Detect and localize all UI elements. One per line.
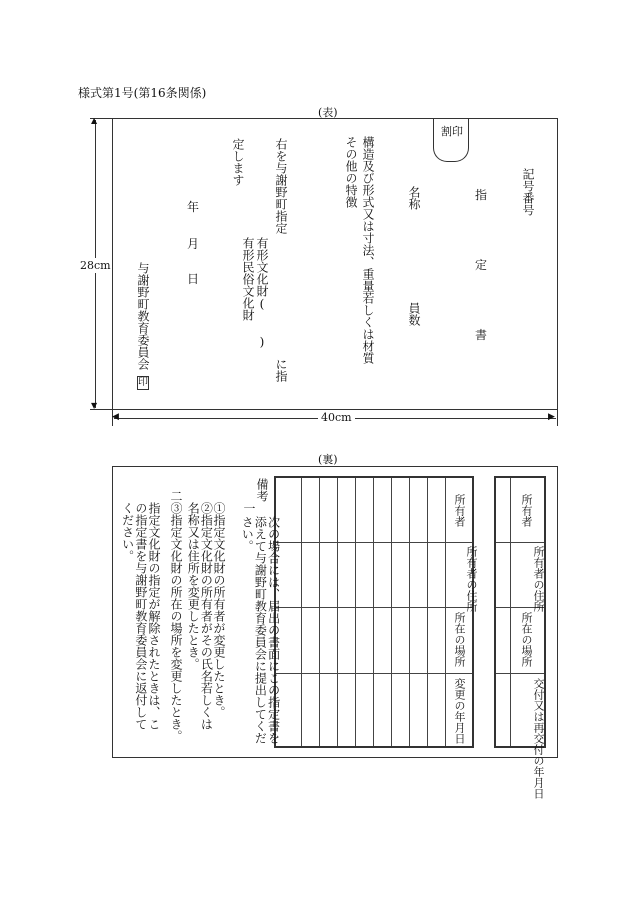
arrow-down-icon: ▼: [91, 401, 98, 410]
tally-stamp-label: 割印: [441, 125, 463, 138]
option-tangible-cultural-property: 有形文化財( ): [255, 237, 269, 349]
issuer-name: 与謝野町教育委員会: [136, 262, 150, 370]
note-1-text: 次の場合には、届出の書面にこの指定書を添えて与謝野町教育委員会に提出してください。: [240, 516, 281, 744]
right-issue-date-header: 交付又は再交付の年月日: [532, 678, 545, 799]
note-1-sub-1: ①指定文化財の所有者が変更したとき。: [212, 502, 226, 718]
left-location-header: 所在の場所: [453, 612, 466, 667]
right-owner-address-header: 所有者の住所: [532, 546, 545, 612]
notes-title: 備考: [255, 478, 269, 502]
note-2-number: 二: [169, 490, 183, 502]
official-seal: 印: [138, 377, 148, 388]
arrow-left-icon: ◀: [112, 412, 119, 422]
designation-text-top: 右を与謝野町指定: [274, 138, 288, 234]
structure-label-line2: その他の特徴: [344, 136, 358, 208]
cert-title-char-1: 指: [475, 188, 488, 202]
height-dimension-label: 28cm: [80, 259, 111, 272]
right-owner-header: 所有者: [520, 494, 533, 527]
date-month-label: 月: [187, 237, 200, 251]
front-form: [112, 118, 558, 410]
form-number-title: 様式第1号(第16条関係): [78, 86, 207, 100]
cert-title-char-3: 書: [475, 328, 488, 342]
count-label: 員数: [407, 302, 421, 326]
cert-title-char-2: 定: [475, 258, 488, 272]
arrow-up-icon: ▲: [91, 116, 98, 125]
record-number-label: 記号番号: [521, 168, 535, 216]
right-location-header: 所在の場所: [520, 612, 533, 667]
back-side-label: (裏): [318, 453, 338, 466]
option-tangible-folk-cultural-property: 有形民俗文化財: [241, 237, 255, 321]
date-day-label: 日: [187, 272, 200, 286]
left-owner-address-header: 所有者の住所: [465, 546, 478, 612]
structure-label-line1: 構造及び形式又は寸法、重量若しくは材質: [361, 136, 375, 364]
designation-suffix: に指: [274, 358, 288, 382]
designation-text-end: 定します: [231, 138, 245, 186]
front-side-label: (表): [318, 106, 338, 119]
width-dimension-right-tick: [557, 410, 558, 426]
date-year-label: 年: [187, 200, 200, 214]
note-1-sub-2: ②指定文化財の所有者がその氏名若しくは名称又は住所を変更したとき。: [186, 502, 214, 730]
note-1-number: 一: [242, 502, 256, 514]
left-owner-header: 所有者: [453, 494, 466, 527]
note-1-sub-3: ③指定文化財の所在の場所を変更したとき。: [169, 502, 183, 742]
width-dimension-label: 40cm: [318, 411, 355, 424]
note-2-text: 指定文化財の指定が解除されたときは、この指定書を与謝野町教育委員会に返付してください。: [120, 502, 161, 730]
arrow-right-icon: ▶: [548, 412, 555, 422]
name-label: 名称: [407, 186, 421, 210]
left-table: [274, 476, 474, 748]
left-change-date-header: 変更の年月日: [453, 678, 466, 744]
